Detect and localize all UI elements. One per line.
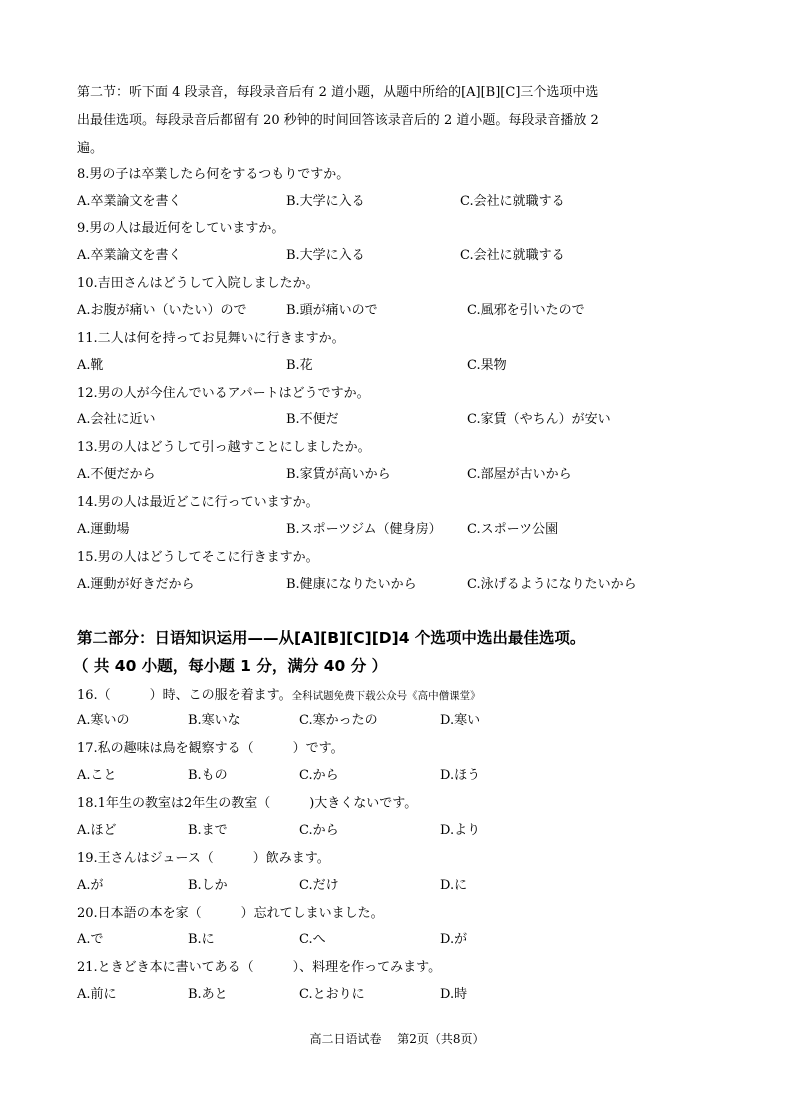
option-a: A.お腹が痛い（いたい）ので (77, 303, 247, 318)
option-d: D.より (440, 823, 481, 838)
option-c: C.だけ (299, 878, 339, 893)
option-b: B.頭が痛いので (286, 303, 378, 318)
question-9: 9.男の人は最近何をしていますか。 (77, 221, 285, 236)
section-intro-line-2: 出最佳选项。每段录音后都留有 20 秒钟的时间回答该录音后的 2 道小题。每段录音播放 2 (77, 113, 599, 128)
question-8: 8.男の子は卒業したら何をするつもりですか。 (77, 167, 350, 182)
option-a: A.運動が好きだから (77, 577, 195, 592)
option-a: A.こと (77, 768, 117, 783)
section-intro-line-1: 第二节：听下面 4 段录音，每段录音后有 2 道小题，从题中所给的[A][B][C]三个选项中选 (77, 85, 599, 100)
question-12: 12.男の人が今住んでいるアパートはどうですか。 (77, 386, 370, 401)
option-b: B.あと (188, 987, 228, 1002)
option-a: A.で (77, 932, 104, 947)
option-c: C.果物 (467, 358, 507, 373)
option-c: C.会社に就職する (460, 248, 565, 263)
option-b: B.しか (188, 878, 228, 893)
option-c: C.から (299, 768, 339, 783)
option-a: A.運動場 (77, 522, 130, 537)
option-a: A.会社に近い (77, 412, 156, 427)
question-text: 16.（ ）時、この服を着ます。 (77, 688, 292, 703)
question-17: 17.私の趣味は鳥を観察する（ ）です。 (77, 741, 344, 756)
option-c: C.から (299, 823, 339, 838)
question-20: 20.日本語の本を家（ ）忘れてしまいました。 (77, 906, 384, 921)
option-c: C.とおりに (299, 987, 365, 1002)
question-16 (77, 688, 481, 704)
question-13: 13.男の人はどうして引っ越すことにしましたか。 (77, 440, 371, 455)
option-d: D.ほう (440, 768, 481, 783)
option-b: B.に (188, 932, 215, 947)
part2-subheading: （ 共 40 小题，每小题 1 分，满分 40 分 ） (73, 657, 388, 675)
option-c: C.寒かったの (299, 713, 378, 728)
watermark-note: 全科试题免费下载公众号《高中僧课堂》 (291, 690, 481, 702)
question-14: 14.男の人は最近どこに行っていますか。 (77, 495, 319, 510)
option-b: B.まで (188, 823, 228, 838)
option-c: C.家賃（やちん）が安い (467, 412, 611, 427)
option-c: C.泳げるようになりたいから (467, 577, 637, 592)
option-b: B.寒いな (188, 713, 241, 728)
option-a: A.寒いの (77, 713, 130, 728)
question-15: 15.男の人はどうしてそこに行きますか。 (77, 550, 319, 565)
option-b: B.大学に入る (286, 248, 365, 263)
question-10: 10.吉田さんはどうして入院しましたか。 (77, 276, 319, 291)
option-a: A.前に (77, 987, 117, 1002)
option-b: B.健康になりたいから (286, 577, 417, 592)
part2-heading: 第二部分：日语知识运用——从[A][B][C][D]4 个选项中选出最佳选项。 (77, 629, 586, 647)
option-d: D.が (440, 932, 468, 947)
option-d: D.に (440, 878, 468, 893)
option-d: D.時 (440, 987, 468, 1002)
option-b: B.大学に入る (286, 194, 365, 209)
option-c: C.へ (299, 932, 326, 947)
option-b: B.不便だ (286, 412, 339, 427)
question-19: 19.王さんはジュース（ ）飲みます。 (77, 851, 330, 866)
option-a: A.ほど (77, 823, 117, 838)
option-a: A.靴 (77, 358, 104, 373)
section-intro-line-3: 遍。 (77, 141, 104, 156)
option-a: A.卒業論文を書く (77, 194, 182, 209)
option-b: B.もの (188, 768, 228, 783)
option-a: A.卒業論文を書く (77, 248, 182, 263)
option-c: C.スポーツ公園 (467, 522, 559, 537)
question-11: 11.二人は何を持ってお見舞いに行きますか。 (77, 331, 345, 346)
option-c: C.風邪を引いたので (467, 303, 585, 318)
option-d: D.寒い (440, 713, 481, 728)
question-21: 21.ときどき本に書いてある（ ）、料理を作ってみます。 (77, 960, 442, 975)
option-a: A.不便だから (77, 467, 156, 482)
option-b: B.家賃が高いから (286, 467, 391, 482)
option-c: C.会社に就職する (460, 194, 565, 209)
option-c: C.部屋が古いから (467, 467, 572, 482)
option-b: B.スポーツジム（健身房） (286, 522, 442, 537)
option-a: A.が (77, 878, 104, 893)
question-18: 18.1年生の教室は2年生の教室（ )大きくないです。 (77, 796, 418, 811)
option-b: B.花 (286, 358, 313, 373)
page-footer: 高二日语试卷 第2页（共8页） (309, 1032, 485, 1046)
